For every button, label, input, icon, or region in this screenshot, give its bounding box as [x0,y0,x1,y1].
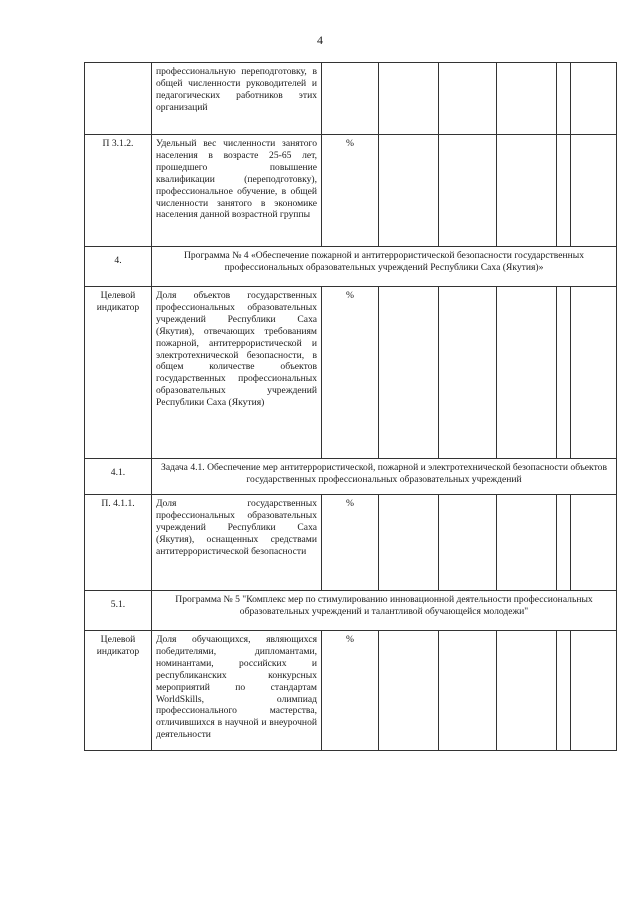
value-cell [557,63,571,135]
row-number [85,63,152,135]
row-unit: % [322,495,379,591]
value-cell [379,495,439,591]
value-cell [439,135,497,247]
task-header: Задача 4.1. Обеспечение мер антитеррористической, пожарной и электротехнической безопасности объектов государственных профессиональных образовательных учреждений [152,459,617,495]
row-unit: % [322,287,379,459]
value-cell [439,63,497,135]
value-cell [439,495,497,591]
row-unit [322,63,379,135]
row-unit: % [322,631,379,751]
row-number: 5.1. [85,591,152,631]
row-description: профессиональную переподготовку, в общей численности руководителей и педагогических работников этих организаций [152,63,322,135]
table-row [85,495,617,591]
value-cell [571,287,617,459]
value-cell [497,495,557,591]
row-description: Удельный вес численности занятого населения в возрасте 25-65 лет, прошедшего повышение квалификации (переподготовку), профессиональное обучение, в общей численности занятого в экономике населения данной возрастной группы [152,135,322,247]
value-cell [571,631,617,751]
value-cell [379,135,439,247]
row-number: П. 4.1.1. [85,495,152,591]
value-cell [557,495,571,591]
table-row [85,631,617,751]
row-unit: % [322,135,379,247]
row-description: Доля государственных профессиональных образовательных учреждений Республики Саха (Якутия), оснащенных средствами антитеррористической безопасности [152,495,322,591]
value-cell [571,63,617,135]
program-header: Программа № 4 «Обеспечение пожарной и антитеррористической безопасности государственных профессиональных образовательных учреждений Республики Саха (Якутия)» [152,247,617,287]
row-description: Доля обучающихся, являющихся победителями, дипломантами, номинантами, российских и республиканских конкурсных мероприятий по стандартам WorldSkills, олимпиад профессионального мастерства, отличившихся в научной и внеурочной деятельности [152,631,322,751]
value-cell [439,631,497,751]
row-number: 4. [85,247,152,287]
value-cell [497,135,557,247]
value-cell [571,135,617,247]
value-cell [379,631,439,751]
table-row [85,591,617,631]
value-cell [379,287,439,459]
page-number: 4 [317,33,323,47]
program-header: Программа № 5 "Комплекс мер по стимулированию инновационной деятельности профессиональных образовательных учреждений и талантливой обучающейся молодежи" [152,591,617,631]
value-cell [497,287,557,459]
table-row [85,247,617,287]
value-cell [497,631,557,751]
row-number: 4.1. [85,459,152,495]
value-cell [379,63,439,135]
table-row [85,63,617,135]
value-cell [557,135,571,247]
row-number: П 3.1.2. [85,135,152,247]
table-row [85,135,617,247]
indicators-table [84,62,617,751]
value-cell [557,287,571,459]
value-cell [571,495,617,591]
table-row [85,287,617,459]
row-number: Целевой индикатор [85,287,152,459]
row-description: Доля объектов государственных профессиональных образовательных учреждений Республики Саха (Якутия), отвечающих требованиям пожарной, антитеррористической и электротехнической безопасности, в общем количестве объектов государственных профессиональных образовательных учреждений Республики Саха (Якутия) [152,287,322,459]
value-cell [557,631,571,751]
value-cell [439,287,497,459]
table-row [85,459,617,495]
row-number: Целевой индикатор [85,631,152,751]
value-cell [497,63,557,135]
